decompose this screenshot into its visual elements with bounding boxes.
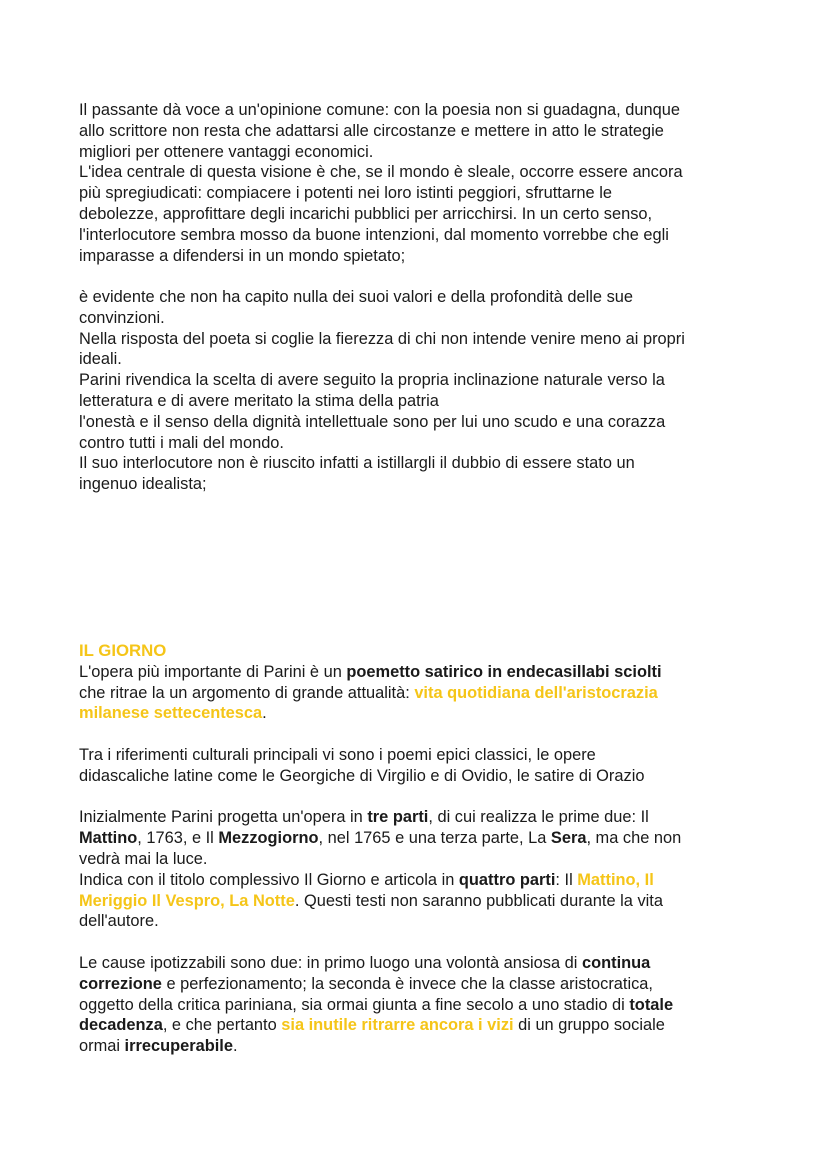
text-line: didascaliche latine come le Georgiche di Virgilio e di Ovidio, le satire di Orazio bbox=[79, 766, 645, 785]
highlight-text: vita quotidiana dell'aristocrazia bbox=[414, 683, 658, 702]
text-line: più spregiudicati: compiacere i potenti nei loro istinti peggiori, sfruttarne le bbox=[79, 184, 612, 203]
highlight-text: Meriggio Il Vespro, La Notte bbox=[79, 891, 295, 910]
text-line: l'interlocutore sembra mosso da buone intenzioni, dal momento vorrebbe che egli bbox=[79, 225, 669, 244]
paragraph-gap bbox=[79, 724, 779, 745]
il-giorno-section bbox=[79, 641, 779, 1057]
bold-text: tre parti bbox=[367, 808, 429, 827]
text-line: l'onestà e il senso della dignità intellettuale sono per lui uno scudo e una corazza bbox=[79, 412, 666, 431]
text-line: Indica con il titolo complessivo Il Giorno e articola in quattro parti: Il Mattino, Il bbox=[79, 870, 654, 889]
text-line: è evidente che non ha capito nulla dei suoi valori e della profondità delle sue bbox=[79, 288, 634, 306]
text-line: migliori per ottenere vantaggi economici. bbox=[79, 142, 374, 161]
text-line: Il suo interlocutore non è riuscito infatti a istillargli il dubbio di essere stato un bbox=[79, 454, 635, 473]
text-line: Tra i riferimenti culturali principali vi sono i poemi epici classici, le opere bbox=[79, 745, 596, 764]
response-paragraph bbox=[79, 287, 779, 495]
highlight-text: sia inutile ritrarre ancora i vizi bbox=[281, 1016, 514, 1035]
text-line: oggetto della critica pariniana, sia ormai giunta a fine secolo a uno stadio di totale bbox=[79, 995, 674, 1014]
text-line: debolezze, approfittare degli incarichi pubblici per arricchirsi. In un certo senso, bbox=[79, 204, 653, 223]
bold-text: irrecuperabile bbox=[124, 1037, 233, 1056]
text-line: che ritrae la un argomento di grande attualità: vita quotidiana dell'aristocrazia bbox=[79, 683, 658, 702]
text-line: L'opera più importante di Parini è un poemetto satirico in endecasillabi sciolti bbox=[79, 662, 662, 681]
text-line: convinzioni. bbox=[79, 308, 165, 327]
highlight-text: Mattino, Il bbox=[577, 870, 654, 889]
section-heading: IL GIORNO bbox=[79, 641, 167, 660]
text-line: L'idea centrale di questa visione è che, se il mondo è sleale, occorre essere ancora bbox=[79, 163, 683, 182]
text-line: Inizialmente Parini progetta un'opera in tre parti, di cui realizza le prime due: Il bbox=[79, 808, 649, 827]
text-line: Il passante dà voce a un'opinione comune: con la poesia non si guadagna, dunque bbox=[79, 101, 680, 119]
text-line: milanese settecentesca. bbox=[79, 704, 267, 723]
text-line: correzione e perfezionamento; la seconda è invece che la classe aristocratica, bbox=[79, 974, 653, 993]
text-line: Parini rivendica la scelta di avere seguito la propria inclinazione naturale verso la bbox=[79, 371, 665, 390]
text-line: Nella risposta del poeta si coglie la fierezza di chi non intende venire meno ai propri bbox=[79, 329, 685, 348]
text-line: ormai irrecuperabile. bbox=[79, 1037, 238, 1056]
text-line: Mattino, 1763, e Il Mezzogiorno, nel 1765 e una terza parte, La Sera, ma che non bbox=[79, 829, 682, 848]
text-line: decadenza, e che pertanto sia inutile ritrarre ancora i vizi di un gruppo sociale bbox=[79, 1016, 665, 1035]
paragraph-gap bbox=[79, 787, 779, 808]
text-line: ingenuo idealista; bbox=[79, 475, 207, 494]
bold-text: decadenza bbox=[79, 1016, 163, 1035]
text-line: letteratura e di avere meritato la stima della patria bbox=[79, 391, 439, 410]
bold-text: correzione bbox=[79, 974, 162, 993]
bold-text: Mattino bbox=[79, 829, 138, 848]
text-line: dell'autore. bbox=[79, 912, 159, 931]
text-line: ideali. bbox=[79, 350, 122, 369]
text-line: Le cause ipotizzabili sono due: in primo luogo una volontà ansiosa di continua bbox=[79, 953, 651, 972]
highlight-text: milanese settecentesca bbox=[79, 704, 263, 723]
bold-text: Mezzogiorno bbox=[218, 829, 319, 848]
bold-text: quattro parti bbox=[458, 870, 556, 889]
text-line: Meriggio Il Vespro, La Notte. Questi testi non saranno pubblicati durante la vita bbox=[79, 891, 663, 910]
text-line: contro tutti i mali del mondo. bbox=[79, 433, 284, 452]
bold-text: Sera bbox=[550, 829, 587, 848]
paragraph-gap bbox=[79, 932, 779, 953]
intro-paragraph bbox=[79, 100, 779, 266]
bold-text: continua bbox=[581, 953, 651, 972]
text-line: imparasse a difendersi in un mondo spietato; bbox=[79, 246, 406, 265]
text-line: allo scrittore non resta che adattarsi alle circostanze e mettere in atto le strategie bbox=[79, 121, 664, 140]
text-line: vedrà mai la luce. bbox=[79, 849, 208, 868]
bold-text: totale bbox=[629, 995, 674, 1014]
bold-text: poemetto satirico in endecasillabi sciolti bbox=[346, 662, 662, 681]
